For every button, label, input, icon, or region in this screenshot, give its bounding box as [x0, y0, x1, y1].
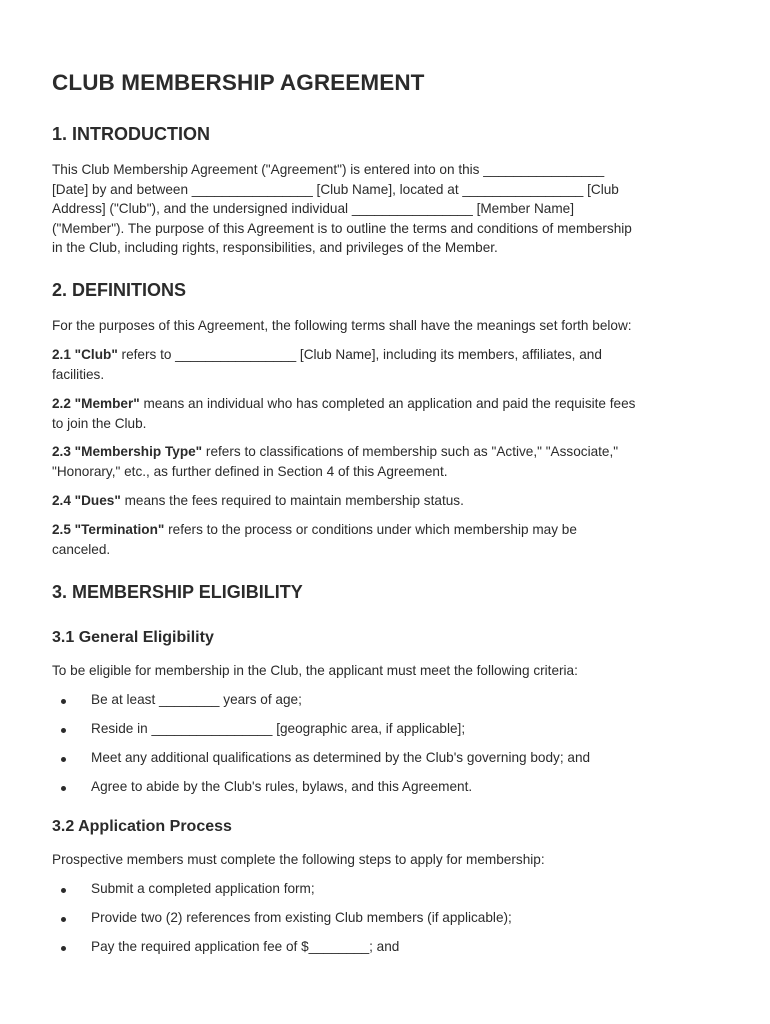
paragraph-line: [Date] by and between ________________ [Club Name], located at ________________ [Club: [52, 181, 619, 197]
definition-membership-type: [52, 442, 720, 481]
document-title: CLUB MEMBERSHIP AGREEMENT: [52, 70, 425, 95]
definition-text: refers to classifications of membership such as "Active," "Associate,": [202, 444, 619, 459]
definition-club: [52, 345, 720, 384]
definition-term: 2.4 "Dues": [52, 493, 121, 508]
definition-term: 2.5 "Termination": [52, 522, 165, 537]
paragraph-line: Address] ("Club"), and the undersigned individual ________________ [Member Name]: [52, 201, 575, 217]
definition-text: refers to ________________ [Club Name], including its members, affiliates, and: [117, 347, 602, 362]
subsection-heading-application-process: 3.2 Application Process: [52, 818, 232, 835]
section-heading-eligibility: 3. MEMBERSHIP ELIGIBILITY: [52, 582, 303, 602]
bullet-icon: [61, 917, 66, 922]
section-heading-introduction: 1. INTRODUCTION: [52, 124, 211, 144]
definition-termination: [52, 520, 720, 559]
list-item-text: Agree to abide by the Club's rules, bylaws, and this Agreement.: [91, 779, 473, 794]
definition-text: facilities.: [52, 366, 105, 382]
definition-term: 2.2 "Member": [52, 396, 140, 411]
list-item-text: Be at least ________ years of age;: [91, 692, 302, 707]
definition-text: refers to the process or conditions under which membership may be: [164, 522, 577, 537]
definition-dues: [52, 491, 720, 511]
bullet-icon: [61, 728, 66, 733]
list-item-text: Meet any additional qualifications as determined by the Club's governing body; and: [91, 750, 591, 765]
introduction-paragraph: [52, 160, 720, 258]
bullet-icon: [61, 946, 66, 951]
definition-text: canceled.: [52, 541, 111, 557]
definition-text: "Honorary," etc., as further defined in Section 4 of this Agreement.: [52, 463, 448, 479]
list-item-text: Reside in ________________ [geographic area, if applicable];: [91, 721, 466, 736]
definition-text: means an individual who has completed an application and paid the requisite fees: [139, 396, 636, 411]
list-item-text: Provide two (2) references from existing Club members (if applicable);: [91, 910, 512, 925]
paragraph-line: in the Club, including rights, responsibilities, and privileges of the Member.: [52, 240, 498, 256]
bullet-icon: [61, 757, 66, 762]
definition-member: [52, 394, 720, 433]
bullet-icon: [61, 699, 66, 704]
subsection-heading-general-eligibility: 3.1 General Eligibility: [52, 629, 214, 646]
paragraph-line: ("Member"). The purpose of this Agreement is to outline the terms and conditions of membership: [52, 220, 632, 236]
paragraph-line: This Club Membership Agreement ("Agreement") is entered into on this ________________: [52, 162, 605, 177]
definition-text: to join the Club.: [52, 415, 147, 431]
definition-text: means the fees required to maintain membership status.: [120, 493, 464, 508]
bullet-icon: [61, 888, 66, 893]
list-item-text: Pay the required application fee of $________; and: [91, 939, 400, 954]
bullet-icon: [61, 786, 66, 791]
general-eligibility-intro: To be eligible for membership in the Club, the applicant must meet the following criteria:: [52, 663, 578, 678]
list-item-text: Submit a completed application form;: [91, 881, 315, 896]
application-process-intro: Prospective members must complete the following steps to apply for membership:: [52, 852, 545, 867]
section-heading-definitions: 2. DEFINITIONS: [52, 280, 187, 300]
definitions-intro: For the purposes of this Agreement, the following terms shall have the meanings set forth below:: [52, 318, 632, 333]
definition-term: 2.1 "Club": [52, 347, 118, 362]
definition-term: 2.3 "Membership Type": [52, 444, 203, 459]
